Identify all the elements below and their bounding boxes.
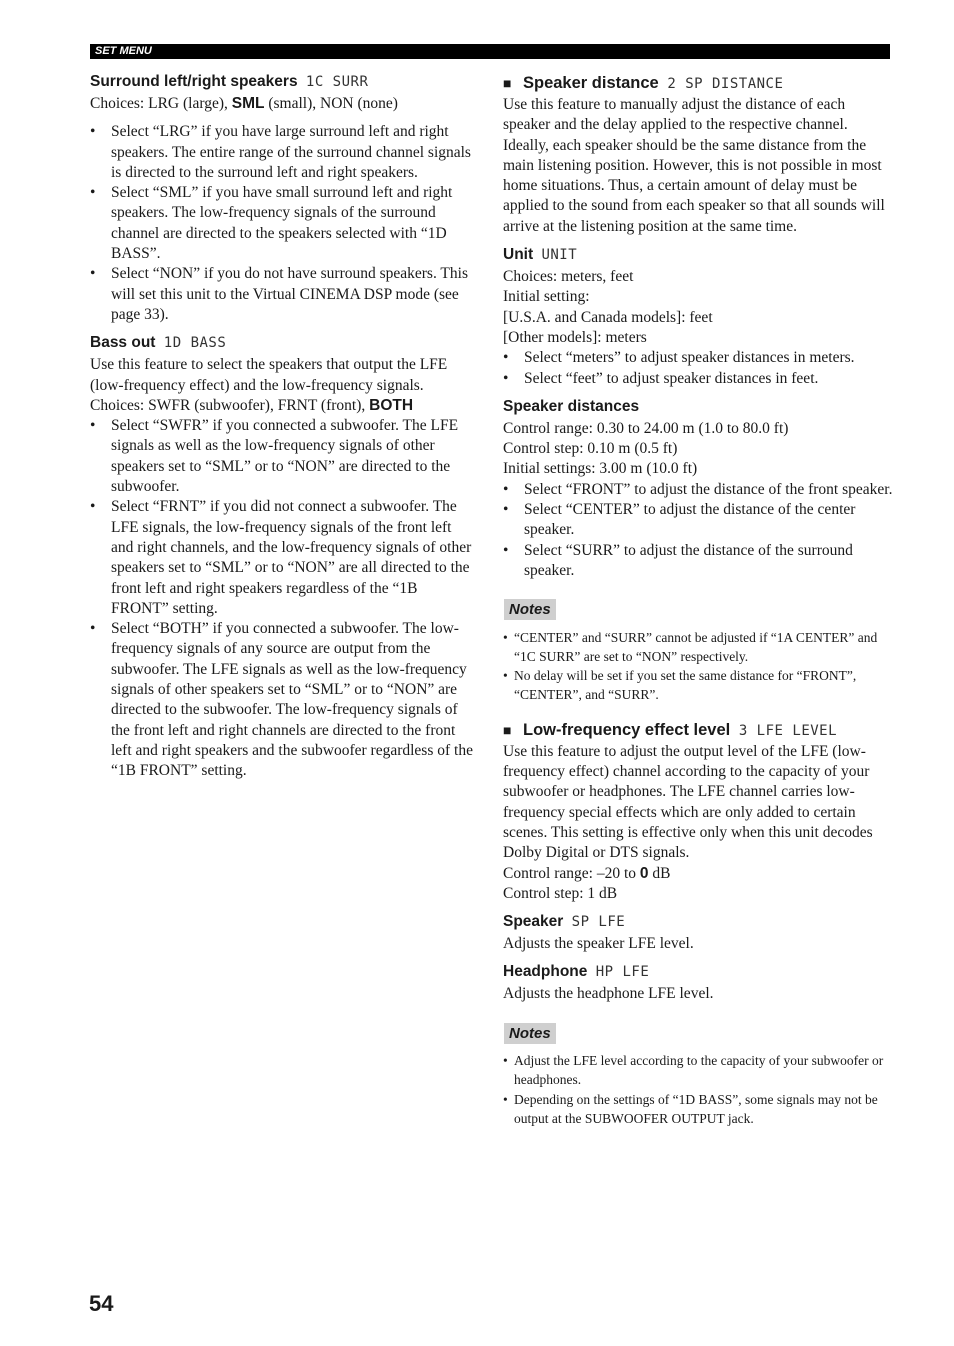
bass-out-intro: Use this feature to select the speakers that output the LFE (low-frequency effect) and the low-frequency signals. bbox=[90, 356, 448, 394]
unit-line: Initial setting: bbox=[503, 288, 590, 306]
lfe-level-heading bbox=[503, 719, 893, 742]
lfe-control-range bbox=[503, 864, 893, 884]
section-header-bar bbox=[90, 44, 890, 59]
left-column bbox=[90, 72, 475, 782]
distance-notes-list bbox=[503, 628, 893, 705]
surround-speakers-list bbox=[90, 122, 475, 325]
speaker-distance-code: 2 SP DISTANCE bbox=[667, 76, 784, 92]
speaker-distances-heading: Speaker distances bbox=[503, 397, 640, 415]
list-item: • Select “LRG” if you have large surround left and right speakers. The entire range of the surround channel signals is directed to the surround left and right speakers. bbox=[90, 122, 475, 183]
list-item: • Select “SML” if you have small surround left and right speakers. The low-frequency signals of the surround channel are directed to the speakers selected with “1D BASS”. bbox=[90, 183, 475, 264]
range-suffix: dB bbox=[648, 864, 671, 882]
list-item: • Select “SWFR” if you connected a subwoofer. The LFE signals as well as the low-frequency signals of other speakers set to “SML” or to “NON” are directed to the subwoofer. bbox=[90, 416, 475, 497]
lfe-level-title: Low-frequency effect level bbox=[523, 720, 731, 739]
bass-out-title: Bass out bbox=[90, 334, 156, 352]
lfe-level-intro: Use this feature to adjust the output level of the LFE (low-frequency effect) channel according to the capacity of your subwoofer or headphones. The LFE channel carries low-frequency special effects which are only added to certain scenes. This setting is effective only when this unit decodes Dolby Digital or DTS signals. bbox=[503, 742, 873, 862]
range-prefix: Control range: –20 to bbox=[503, 864, 640, 882]
unit-code: UNIT bbox=[541, 247, 578, 264]
distances-line: Control range: 0.30 to 24.00 m (1.0 to 80.0 ft) bbox=[503, 419, 789, 437]
list-item: • Select “BOTH” if you connected a subwoofer. The low-frequency signals of any source are output from the subwoofer. The LFE signals as well as the low-frequency signals of other speakers set to “SML” or to “NON” are directed to the subwoofer. The low-frequency signals of the front left and right channels are directed to the front left and right speakers and the subwoofer regardless of the “1B FRONT” setting. bbox=[90, 619, 475, 781]
lfe-control-step: Control step: 1 dB bbox=[503, 884, 618, 902]
list-item: • Select “FRNT” if you did not connect a subwoofer. The LFE signals, the low-frequency signals of the front left and right channels, and the low-frequency signals of other speakers set to “SML” or to “NON” are all directed to the front left and right speakers regardless of the “1B FRONT” setting. bbox=[90, 497, 475, 619]
lfe-notes-list bbox=[503, 1051, 893, 1128]
choices-default: SML bbox=[231, 95, 265, 112]
lfe-level-code: 3 LFE LEVEL bbox=[738, 722, 838, 739]
unit-line: [U.S.A. and Canada models]: feet bbox=[503, 308, 713, 326]
note-item: • No delay will be set if you set the same distance for “FRONT”, “CENTER”, and “SURR”. bbox=[503, 666, 893, 705]
surround-speakers-code: 1C SURR bbox=[305, 74, 369, 90]
notes-label: Notes bbox=[504, 1023, 556, 1044]
unit-line: [Other models]: meters bbox=[503, 328, 647, 346]
choices-prefix: Choices: LRG (large), bbox=[90, 95, 232, 112]
list-item: • Select “meters” to adjust speaker distances in meters. bbox=[503, 348, 893, 368]
speaker-distance-intro: Use this feature to manually adjust the distance of each speaker and the delay applied to the respective channel. Ideally, each speaker should be the same distance from the main listening position. However, this is not possible in most home situations. Thus, a certain amount of delay must be applied to the sound from each speaker so that all sounds will arrive at the listening position at the same time. bbox=[503, 96, 885, 235]
list-item: • Select “CENTER” to adjust the distance of the center speaker. bbox=[503, 500, 893, 541]
choices-default: BOTH bbox=[369, 396, 414, 414]
surround-speakers-title: Surround left/right speakers bbox=[90, 73, 298, 90]
headphone-lfe-text: Adjusts the headphone LFE level. bbox=[503, 985, 714, 1003]
unit-heading bbox=[503, 245, 893, 265]
list-item: • Select “FRONT” to adjust the distance of the front speaker. bbox=[503, 480, 893, 500]
headphone-lfe-code: HP LFE bbox=[595, 964, 650, 981]
speaker-distance-title: Speaker distance bbox=[523, 74, 659, 92]
speaker-lfe-code: SP LFE bbox=[571, 914, 626, 931]
bass-out-choices bbox=[90, 396, 475, 416]
headphone-lfe-title: Headphone bbox=[503, 963, 588, 981]
square-bullet-icon: ■ bbox=[503, 75, 512, 91]
bass-out-code: 1D BASS bbox=[163, 335, 227, 352]
speaker-lfe-text: Adjusts the speaker LFE level. bbox=[503, 935, 694, 953]
unit-line: Choices: meters, feet bbox=[503, 268, 634, 286]
headphone-lfe-heading bbox=[503, 962, 893, 982]
square-bullet-icon: ■ bbox=[503, 721, 512, 738]
choices-prefix: Choices: SWFR (subwoofer), FRNT (front), bbox=[90, 396, 370, 414]
note-item: • “CENTER” and “SURR” cannot be adjusted if “1A CENTER” and “1C SURR” are set to “NON” respectively. bbox=[503, 628, 893, 667]
choices-suffix: (small), NON (none) bbox=[264, 95, 398, 112]
speaker-distance-heading bbox=[503, 72, 893, 95]
page-number: 54 bbox=[89, 1291, 114, 1316]
surround-speakers-choices bbox=[90, 94, 475, 114]
speaker-lfe-title: Speaker bbox=[503, 913, 564, 931]
list-item: • Select “NON” if you do not have surround speakers. This will set this unit to the Virtual CINEMA DSP mode (see page 33). bbox=[90, 264, 475, 325]
distances-line: Initial settings: 3.00 m (10.0 ft) bbox=[503, 460, 698, 478]
unit-title: Unit bbox=[503, 246, 534, 264]
bass-out-heading bbox=[90, 333, 475, 353]
distances-list bbox=[503, 480, 893, 581]
bass-out-list bbox=[90, 416, 475, 781]
notes-label: Notes bbox=[504, 599, 556, 620]
note-item: • Depending on the settings of “1D BASS”, some signals may not be output at the SUBWOOFER OUTPUT jack. bbox=[503, 1090, 893, 1129]
list-item: • Select “feet” to adjust speaker distances in feet. bbox=[503, 369, 893, 389]
surround-speakers-heading bbox=[90, 72, 475, 92]
section-header-label: SET MENU bbox=[95, 45, 152, 57]
list-item: • Select “SURR” to adjust the distance of the surround speaker. bbox=[503, 541, 893, 582]
note-item: • Adjust the LFE level according to the capacity of your subwoofer or headphones. bbox=[503, 1051, 893, 1090]
distances-line: Control step: 0.10 m (0.5 ft) bbox=[503, 440, 678, 458]
unit-list bbox=[503, 348, 893, 389]
range-default: 0 bbox=[639, 864, 649, 882]
right-column bbox=[503, 72, 893, 1128]
speaker-lfe-heading bbox=[503, 912, 893, 932]
